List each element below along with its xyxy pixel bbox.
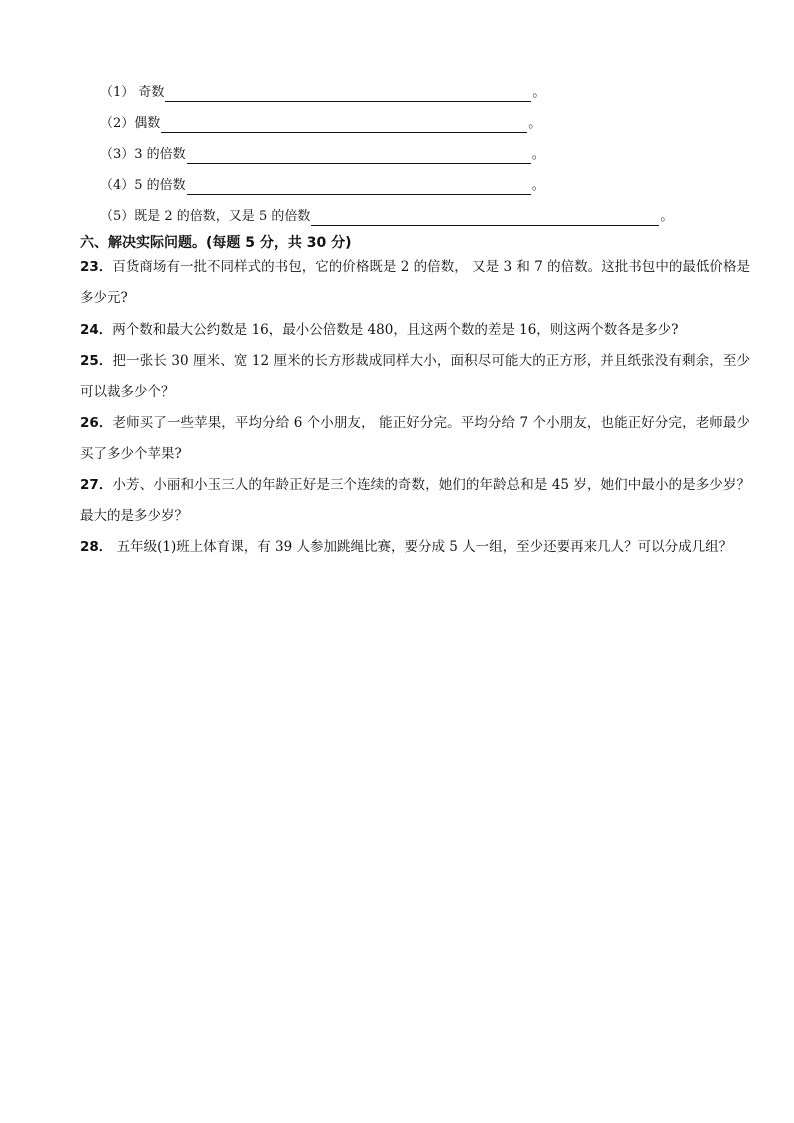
fill-item-3 [100,146,545,164]
question-number: 27． [80,477,113,493]
fill-item-1 [100,84,545,102]
question-number: 28． [80,539,113,555]
fill-item-end: 。 [660,209,674,224]
answer-blank[interactable] [161,118,527,133]
fill-item-end: 。 [531,178,545,193]
fill-item-label: （4）5 的倍数 [100,178,186,193]
answer-blank[interactable] [311,211,659,226]
question-number: 24． [80,322,113,338]
fill-item-label: （1） 奇数 [100,85,165,100]
question-text: 把一张长 30 厘米、宽 12 厘米的长方形裁成同样大小，面积尽可能大的正方形，并且纸张没有剩余，至少可以裁多少个？ [80,353,750,400]
question-number: 25． [80,353,113,369]
question-text: 老师买了一些苹果，平均分给 6 个小朋友， 能正好分完。平均分给 7 个小朋友，也能正好分完，老师最少买了多少个苹果? [80,415,750,462]
question-23 [80,252,750,314]
question-text: 两个数和最大公约数是 16，最小公倍数是 480，且这两个数的差是 16，则这两个数各是多少? [112,322,679,338]
fill-item-5 [100,208,673,226]
question-number: 23． [80,259,113,275]
section-title: 六、解决实际问题。(每题 5 分，共 30 分) [80,235,352,251]
answer-blank[interactable] [165,87,531,102]
answer-blank[interactable] [187,180,531,195]
question-text: 百货商场有一批不同样式的书包，它的价格既是 2 的倍数， 又是 3 和 7 的倍数。这批书包中的最低价格是多少元? [80,259,750,306]
fill-item-2 [100,115,541,133]
fill-item-end: 。 [528,116,542,131]
question-number: 26． [80,415,113,431]
fill-item-label: （3）3 的倍数 [100,147,186,162]
question-27 [80,470,750,532]
fill-item-4 [100,177,545,195]
question-25 [80,346,750,408]
fill-item-label: （2）偶数 [100,116,161,131]
question-text: 五年级(1)班上体育课，有 39 人参加跳绳比赛，要分成 5 人一组，至少还要再来几人？可以分成几组？ [112,539,733,555]
question-28 [80,532,750,563]
question-26 [80,408,750,470]
question-text: 小芳、小丽和小玉三人的年龄正好是三个连续的奇数，她们的年龄总和是 45 岁，她们中最小的是多少岁？最大的是多少岁？ [80,477,750,524]
fill-item-label: （5）既是 2 的倍数，又是 5 的倍数 [100,209,311,224]
question-24 [80,315,750,346]
fill-item-end: 。 [531,147,545,162]
answer-blank[interactable] [187,149,531,164]
fill-item-end: 。 [532,85,546,100]
